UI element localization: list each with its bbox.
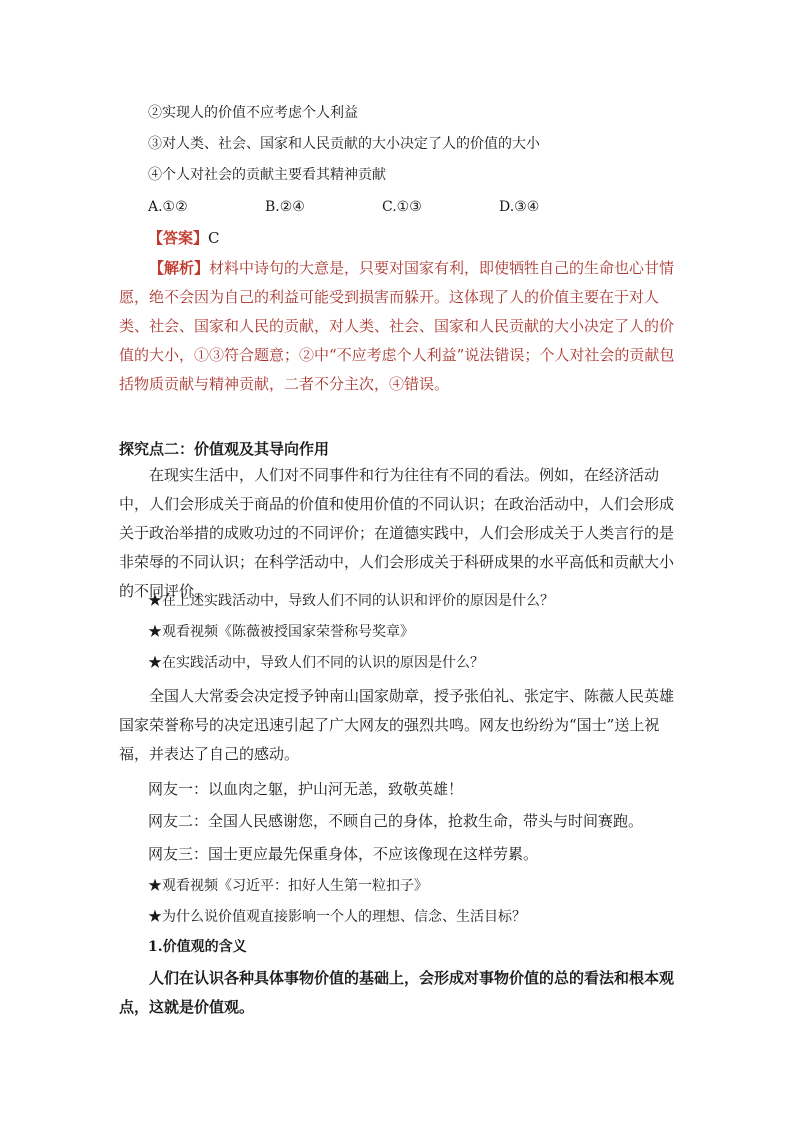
question-2: ★观看视频《陈薇被授国家荣誉称号奖章》 xyxy=(148,624,414,640)
analysis-text: 材料中诗句的大意是，只要对国家有利，即使牺牲自己的生命也心甘情愿，绝不会因为自己的利益可能受到损害而躲开。这体现了人的价值主要在于对人类、社会、国家和人民的贡献，对人类、社会、国家和人民贡献的大小决定了人的价值的大小，①③符合题意；②中“不应考虑个人利益”说法错误；个人对社会的贡献包括物质贡献与精神贡献，二者不分主次，④错误。 xyxy=(119,259,675,393)
answer-value: C xyxy=(208,229,220,247)
question-4: ★观看视频《习近平：扣好人生第一粒扣子》 xyxy=(148,878,428,894)
intro-paragraph: 在现实生活中，人们对不同事件和行为往往有不同的看法。例如，在经济活动中，人们会形成关于商品的价值和使用价值的不同认识；在政治活动中，人们会形成关于政治举措的成败功过的不同评价；在道德实践中，人们会形成关于人类言行的是非荣辱的不同认识；在科学活动中，人们会形成关于科研成果的水平高低和贡献大小的不同评价。 xyxy=(119,466,675,600)
answer-line xyxy=(148,228,220,248)
question-3: ★在实践活动中，导致人们不同的认识的原因是什么？ xyxy=(148,655,484,671)
section-heading: 探究点二：价值观及其导向作用 xyxy=(119,440,330,458)
option-a: A.①② xyxy=(148,199,188,215)
question-1: ★在上述实践活动中，导致人们不同的认识和评价的原因是什么？ xyxy=(148,593,554,609)
statement-4: ④个人对社会的贡献主要看其精神贡献 xyxy=(148,167,386,183)
answer-options xyxy=(148,197,616,217)
answer-label: 【答案】 xyxy=(148,229,209,247)
option-d: D.③④ xyxy=(499,199,540,215)
statement-3: ③对人类、社会、国家和人民贡献的大小决定了人的价值的大小 xyxy=(148,136,540,152)
news-paragraph: 全国人大常委会决定授予钟南山国家勋章，授予张伯礼、张定宇、陈薇人民英雄国家荣誉称号的决定迅速引起了广大网友的强烈共鸣。网友也纷纷为“国士”送上祝福，并表达了自己的感动。 xyxy=(119,687,675,763)
netizen-comment-2: 网友二：全国人民感谢您，不顾自己的身体，抢救生命，带头与时间赛跑。 xyxy=(148,812,644,830)
question-5: ★为什么说价值观直接影响一个人的理想、信念、生活目标？ xyxy=(148,909,526,925)
definition-paragraph: 人们在认识各种具体事物价值的基础上，会形成对事物价值的总的看法和根本观点，这就是价值观。 xyxy=(119,969,675,1016)
option-b: B.②④ xyxy=(265,199,305,215)
netizen-comment-1: 网友一：以血肉之躯，护山河无恙，致敬英雄！ xyxy=(148,780,464,798)
sub-heading: 1.价值观的含义 xyxy=(148,939,247,955)
analysis-label: 【解析】 xyxy=(149,259,210,277)
analysis-paragraph xyxy=(119,254,679,399)
netizen-comment-3: 网友三：国士更应最先保重身体，不应该像现在这样劳累。 xyxy=(148,845,539,863)
statement-2: ②实现人的价值不应考虑个人利益 xyxy=(148,105,358,121)
option-c: C.①③ xyxy=(382,199,422,215)
